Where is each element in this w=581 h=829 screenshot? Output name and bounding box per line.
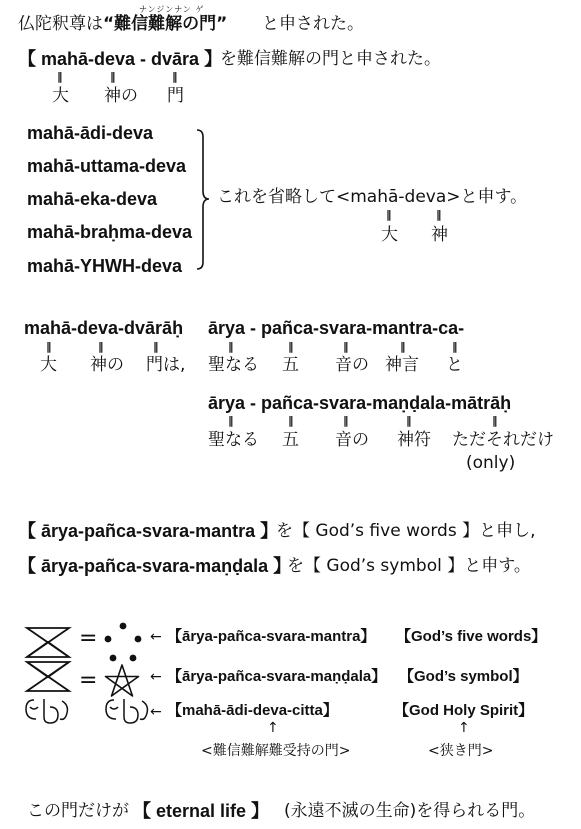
line2-gloss: 神符 (397, 430, 431, 450)
caption-right: <狭き門> (428, 743, 494, 759)
eq-mark: ‖ (172, 70, 178, 83)
row3-label: 【mahā-ādi-deva-citta】 (167, 702, 338, 719)
eq-mark: ‖ (228, 340, 234, 353)
caption-left: <難信難解難受持の門> (201, 743, 351, 759)
title-ruby: ナンジンナン ゲ (139, 5, 205, 14)
list-brace (196, 128, 212, 272)
spirit-glyph-icon (103, 697, 151, 725)
list-note: これを省略して<mahā-deva>と申す。 (217, 187, 528, 207)
compound-line2: ārya - pañca-svara-maṇḍala-mātrāḥ (208, 393, 512, 413)
eq-mark: ‖ (400, 340, 406, 353)
list-item: mahā-ādi-deva (27, 123, 154, 143)
eq-mark: ‖ (57, 70, 63, 83)
eq-mark: ‖ (343, 414, 349, 427)
line1-gloss: 五 (282, 355, 299, 375)
eq-mark: ‖ (110, 70, 116, 83)
list-item: mahā-YHWH-deva (27, 256, 183, 276)
title-quoted: “難信難解の門” (103, 14, 228, 34)
up-arrow-icon: ↑ (267, 720, 279, 736)
row1-en: 【God’s five words】 (396, 628, 547, 645)
footer-term: 【 eternal life 】 (133, 801, 270, 821)
eq-mark: ‖ (406, 414, 412, 427)
eq-mark: ‖ (492, 414, 498, 427)
row1-label: 【ārya-pañca-svara-mantra】 (167, 628, 376, 645)
compound-left-gloss: 門は, (146, 355, 186, 375)
line2-gloss: 五 (282, 430, 299, 450)
title-prefix: 仏陀釈尊は (18, 14, 103, 34)
line2-gloss: 聖なる (208, 430, 259, 450)
eq-mark: ‖ (288, 340, 294, 353)
mahadeva-dvara-rest: を難信難解の門と申された。 (220, 49, 441, 69)
row2-en: 【God’s symbol】 (399, 668, 528, 685)
gloss-kami-no: 神の (104, 86, 138, 106)
list-item: mahā-braḥma-deva (27, 222, 193, 242)
compound-left-gloss: 神の (90, 355, 124, 375)
line2-gloss: 音の (335, 430, 369, 450)
gloss-dai: 大 (52, 86, 69, 106)
only-label: (only) (466, 453, 516, 473)
spirit-glyph-icon (22, 697, 72, 725)
compound-left: mahā-deva-dvārāḥ (24, 318, 184, 338)
footer-suffix: (永遠不滅の生命)を得られる門。 (284, 801, 536, 821)
mahadeva-dvara-term: 【 mahā-deva - dvāra 】 (18, 49, 223, 69)
statement2-rest: を【 God’s symbol 】と申す。 (287, 556, 531, 576)
line1-gloss: と (446, 355, 463, 375)
arrow-left-icon: ← (150, 629, 162, 645)
eq-mark: ‖ (386, 208, 392, 221)
equals-sign: = (79, 626, 98, 651)
title-suffix: と申された。 (262, 14, 364, 34)
statement1-rest: を【 God’s five words 】と申し, (276, 521, 536, 541)
eq-mark: ‖ (98, 340, 104, 353)
line1-gloss: 音の (335, 355, 369, 375)
list-item: mahā-uttama-deva (27, 156, 187, 176)
list-gloss-dai: 大 (381, 225, 398, 245)
eq-mark: ‖ (46, 340, 52, 353)
line1-gloss: 神言 (385, 355, 419, 375)
compound-left-gloss: 大 (40, 355, 57, 375)
statement2-term: 【 ārya-pañca-svara-maṇḍala 】 (18, 556, 292, 576)
statement1-term: 【 ārya-pañca-svara-mantra 】 (18, 521, 279, 541)
footer-prefix: この門だけが (27, 801, 129, 821)
row3-en: 【God Holy Spirit】 (394, 702, 534, 719)
list-gloss-kami: 神 (431, 225, 448, 245)
line1-gloss: 聖なる (208, 355, 259, 375)
up-arrow-icon: ↑ (458, 720, 470, 736)
line2-gloss: ただそれだけ (452, 430, 554, 450)
five-dots-icon (103, 622, 143, 664)
row2-label: 【ārya-pañca-svara-maṇḍala】 (167, 668, 387, 685)
list-item: mahā-eka-deva (27, 189, 158, 209)
gloss-mon: 門 (167, 86, 184, 106)
eq-mark: ‖ (343, 340, 349, 353)
eq-mark: ‖ (452, 340, 458, 353)
eq-mark: ‖ (436, 208, 442, 221)
arrow-left-icon: ← (150, 669, 162, 685)
compound-line1: ārya - pañca-svara-mantra-ca- (208, 318, 465, 338)
eq-mark: ‖ (228, 414, 234, 427)
equals-sign: = (79, 668, 98, 693)
arrow-left-icon: ← (150, 704, 162, 720)
hourglass-symbol (25, 627, 71, 693)
star-icon (104, 664, 140, 698)
eq-mark: ‖ (153, 340, 159, 353)
eq-mark: ‖ (288, 414, 294, 427)
